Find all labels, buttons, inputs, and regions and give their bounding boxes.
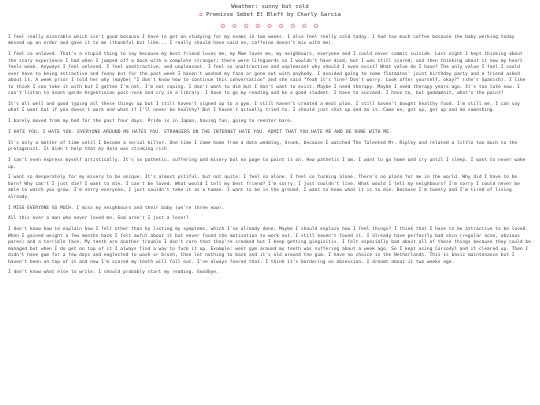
paragraph: I barely moved from my bed for the past four days. Pride is in Japan, having fun, going to reenter bare. [8, 119, 293, 125]
entry-body [8, 35, 532, 277]
paragraph: All this over a man who never loved me. God aren't I just a loser? [8, 216, 189, 222]
paragraph: I can't even express myself artistically. It's so pathetic, suffering and misery but no page to paint it on. How pathetic I am. I want to go home and cry until I sleep. I want to never wake up. [8, 158, 526, 170]
entry-title-line [8, 11, 532, 19]
paragraph: I want so desperately for my misery to be unique. It's almost pitiful, but not quite. I feel so alone. I feel so fucking alone. There's no place for me in the world. Why did I have to be born? Why can't I just die? I want to die. I can't be loved. What would I tell my best friend? I'm sorry. I just couldn't live. What would I tell my neighbours? I'm sorry I could never be able to watch you grow. I'm sorry everyone, I just couldn't take it as a human. I want to be in the ground. I want to know what it is to die. Because I'm twenty and I'm tired of living already. [8, 175, 520, 200]
paragraph: I HATE YOU. I HATE YOU. EVERYONE AROUND ME HATES YOU. STRANGERS ON THE INTERNET HATE YOU. ADMIT THAT YOU HATE ME AND BE DONE WITH ME. [8, 130, 393, 135]
flower-icon: ✿ [199, 11, 203, 18]
paragraph: I MISS EVERYONE SO MUCH. I miss my neighbours and their baby (we're three now). [8, 205, 225, 211]
paragraph: I don't know how to explain how I felt other than by listing my symptoms, which I've already done. Maybe I should explain how I feel things? I think that I have to be attractive to be loved. When I gained weight a few months back I felt awful about it but never found the motivation to work out. I still haven't found it. I already have perfectly bad skin (regular acne, obvious pores) and a terrible face. My teeth are another trouble I don't care that they're crooked but I keep getting gingivitis. I felt especially bad about all of these things because they could be managed but when I do get on top of it I always find a way to fuck it up. Example: went gym around my teeth was suffering about a week ago. So I kept using Corsodyl and it cleared up. Then I didn't have gum for a few days and neglected to wash or brush, then let nothing to back and it's old around the gum. I have no choice in the Netherlands. This is basic maintenance but I haven't been on top of it and now I'm scared my teeth will fall out. I've always feared that. I think it's bordering on obsession. I dreamt about it two weeks ago. [8, 227, 531, 265]
paragraph: It's all well and good typing all these things up but I still haven't signed up to a gym. I still haven't created a meal plan. I still haven't bought healthy food. I'm still me. I can say what I want but if you doesn't work and what if I'll never be healthy? But I haven't actually tried to. I should just shut up and do it. Come on, get up, get up and do something. [8, 101, 520, 114]
flower-divider: ✿ ✿ ✿ ✿ ✿ ✿ ✿ ✿ ✿ [220, 21, 320, 30]
paragraph: I feel really miserable which isn't good because I have to get on studying for my exams in two weeks. I also feel really cold today. I had too much coffee because the baby working today messed up an order and gave it to me (thankful but like... I really should have said no, caffeine doesn't mix with me). [8, 35, 515, 47]
paragraph: It's only a matter of time until I become a serial killer. One time I came home from a date wedding, drunk, because I watched The Talented Mr. Ripley and related a little too much to the protagonist. It didn't help that my date was stinking rich. [8, 140, 518, 153]
paragraph: I feel so unloved. That's a stupid thing to say because my best friend loves me, my Mum loves me, my neighbours, everyone and I could never commit suicide. Last night I kept thinking about the scary experience I had when I jumped off a dock with a complete stranger; there were lifeguards so I wouldn't have died, but I was still scared, and then thinking about it now my heart feels weak. Anyways I feel unloved. I feel unattractive, and unpleasant. I feel so unattractive and unpleasant why should I even exist? What value do I have? The only value I feel I could ever have to being attractive and funny but for the past week I haven't washed my face or gone out with anybody. I avoided going to some flatmates' joint birthday party and a friend asked about it. A week prior I told her why (maybe) "I don't know how to continue this conversation" and she said "Yeah it's fine! Don't worry. Look after yourself, okay?" (she's Spanish). I like to think I can take it with but I gotten I'm not. I'm not coping. I don't want to die but I don't want to exist. Maybe I need therapy. Maybe I need therapy years ago. It's too late now. I can't listen to avant-garde Argentinian post-rock and cry in a library. I have to go my reading and be a good student. I have to succeed. I have to, but goddamnit, what's the point? [8, 52, 526, 97]
paragraph: I don't know what else to write. I should probably start my reading. Goodbye. [8, 270, 219, 276]
entry-header [8, 3, 532, 31]
entry-title: Premisse Sebet El Bleft by Charly Garcia [206, 12, 341, 18]
weather-line: Weather: sunny but cold [231, 4, 309, 10]
